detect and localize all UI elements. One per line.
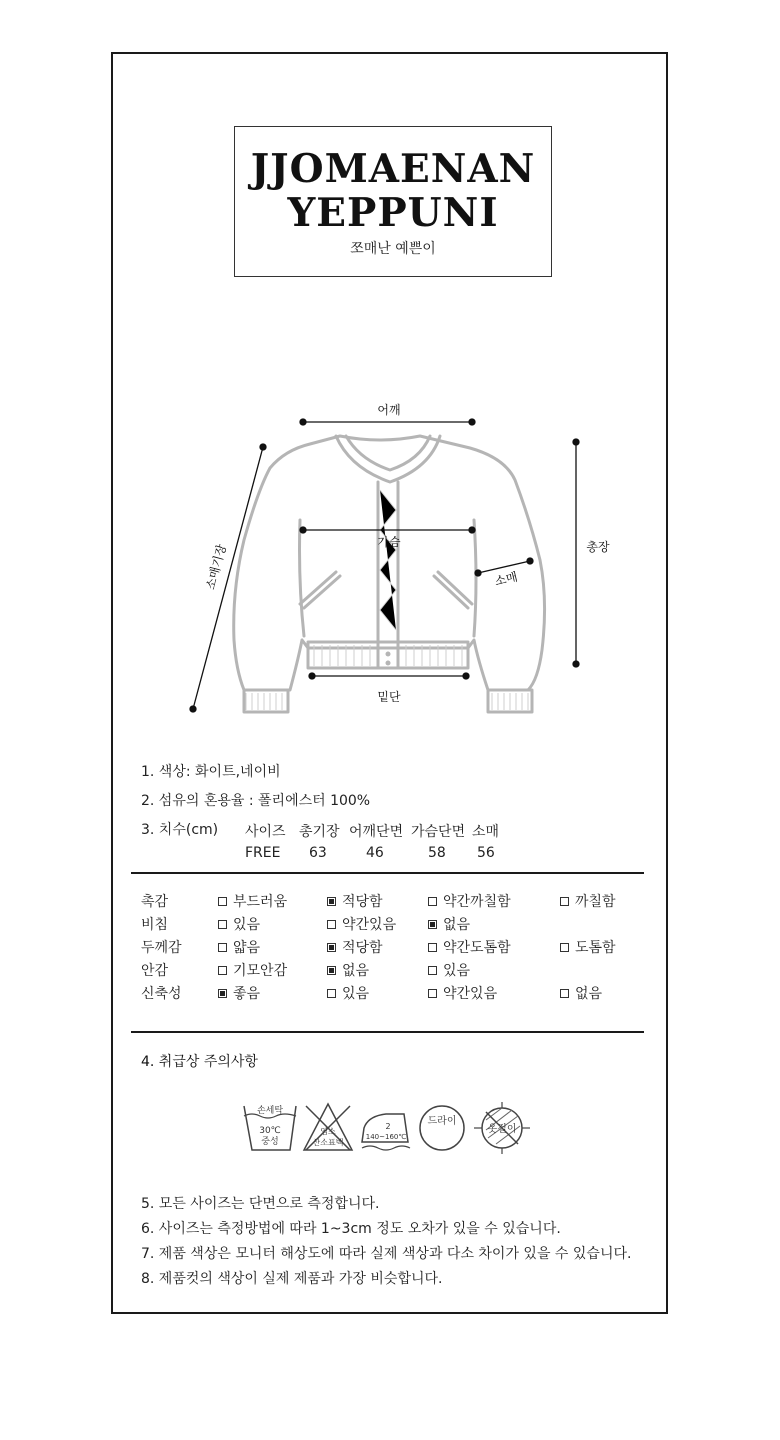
property-option [327,937,383,957]
size-header: 소매 [472,824,500,840]
property-option-label: 없음 [443,917,471,933]
property-option-label: 얇음 [233,940,261,956]
bleach-bottom: 산소표백 [312,1138,344,1147]
hand-wash-label: 손세탁 [256,1106,284,1116]
property-option [327,891,383,911]
property-option-label: 기모안감 [233,963,288,979]
property-option-label: 있음 [443,963,471,979]
unchecked-box-icon [428,989,437,998]
property-option [218,914,260,934]
size-value: FREE [245,845,281,861]
property-option-label: 도톰함 [575,940,616,956]
dry-clean-icon [414,1102,470,1154]
wash-detergent: 중성 [261,1137,279,1147]
property-option-label: 약간까칠함 [443,894,511,910]
property-option [327,960,369,980]
label-shoulder: 어깨 [377,403,401,417]
hand-wash-icon [240,1100,300,1154]
no-bleach-icon [300,1100,356,1154]
size-value: 56 [477,845,495,861]
property-option [218,960,287,980]
property-option [327,983,369,1003]
property-option-label: 있음 [233,917,261,933]
unchecked-box-icon [560,989,569,998]
property-option [428,983,497,1003]
note-item: 7. 제품 색상은 모니터 해상도에 따라 실제 색상과 다소 차이가 있을 수 있습니다. [141,1246,632,1262]
property-option [560,983,602,1003]
tumble-label: 옷걸이 [487,1124,517,1135]
property-option-label: 까칠함 [575,894,616,910]
size-header: 총기장 [299,824,340,840]
property-option [428,960,470,980]
divider-top [131,872,644,874]
bleach-top: 염소 [320,1127,336,1136]
unchecked-box-icon [327,989,336,998]
checked-box-icon [327,897,336,906]
checked-box-icon [428,920,437,929]
size-header: 사이즈 [245,824,286,840]
unchecked-box-icon [428,943,437,952]
unchecked-box-icon [327,920,336,929]
unchecked-box-icon [428,966,437,975]
iron-temp: 140~160℃ [365,1133,407,1141]
unchecked-box-icon [218,897,227,906]
brand-name-line1: JJOMAENAN [250,146,536,192]
property-option-label: 좋음 [233,986,261,1002]
unchecked-box-icon [560,943,569,952]
unchecked-box-icon [218,943,227,952]
unchecked-box-icon [218,920,227,929]
size-header: 어깨단면 [349,824,404,840]
brand-korean-name: 쪼매난 예쁜이 [350,241,436,257]
unchecked-box-icon [560,897,569,906]
property-label: 안감 [141,963,169,979]
iron-icon [358,1102,414,1154]
note-item: 8. 제품컷의 색상이 실제 제품과 가장 비슷합니다. [141,1271,443,1287]
iron-level: 2 [385,1122,391,1131]
property-option [218,983,260,1003]
property-option-label: 적당함 [342,894,383,910]
info-size-label: 3. 치수(cm) [141,822,219,838]
note-item: 5. 모든 사이즈는 단면으로 측정합니다. [141,1196,380,1212]
size-header: 가슴단면 [411,824,466,840]
note-item: 6. 사이즈는 측정방법에 따라 1~3cm 정도 오차가 있을 수 있습니다. [141,1221,561,1237]
property-option-label: 없음 [342,963,370,979]
property-option-label: 적당함 [342,940,383,956]
dry-clean-label: 드라이 [427,1116,457,1127]
no-tumble-dry-icon [472,1100,532,1156]
property-label: 비침 [141,917,169,933]
property-option-label: 부드러움 [233,894,288,910]
size-value: 58 [428,845,446,861]
care-title: 4. 취급상 주의사항 [141,1054,258,1070]
property-option-label: 약간있음 [443,986,498,1002]
property-option-label: 약간있음 [342,917,397,933]
checked-box-icon [218,989,227,998]
property-label: 신축성 [141,986,182,1002]
label-chest: 가슴 [377,535,401,549]
size-value: 46 [366,845,384,861]
label-sleeve-length: 소매기장 [203,542,229,592]
property-option [560,891,616,911]
property-option [428,891,511,911]
property-label: 촉감 [141,894,169,910]
property-option [218,937,260,957]
checked-box-icon [327,943,336,952]
divider-bottom [131,1031,644,1033]
checked-box-icon [327,966,336,975]
label-hem: 밑단 [377,690,401,704]
unchecked-box-icon [218,966,227,975]
property-option-label: 약간도톰함 [443,940,511,956]
property-label: 두께감 [141,940,182,956]
property-option [428,914,470,934]
property-option [560,937,616,957]
info-color: 1. 색상: 화이트,네이비 [141,764,281,780]
wash-temp: 30℃ [259,1126,281,1136]
unchecked-box-icon [428,897,437,906]
brand-name-line2: YEPPUNI [287,190,499,236]
property-option-label: 없음 [575,986,603,1002]
info-fiber: 2. 섬유의 혼용율 : 폴리에스터 100% [141,793,371,809]
size-value: 63 [309,845,327,861]
property-option-label: 있음 [342,986,370,1002]
label-sleeve: 소매 [493,569,519,589]
label-total-length: 총장 [586,540,610,554]
property-option [218,891,287,911]
property-option [428,937,511,957]
property-option [327,914,396,934]
